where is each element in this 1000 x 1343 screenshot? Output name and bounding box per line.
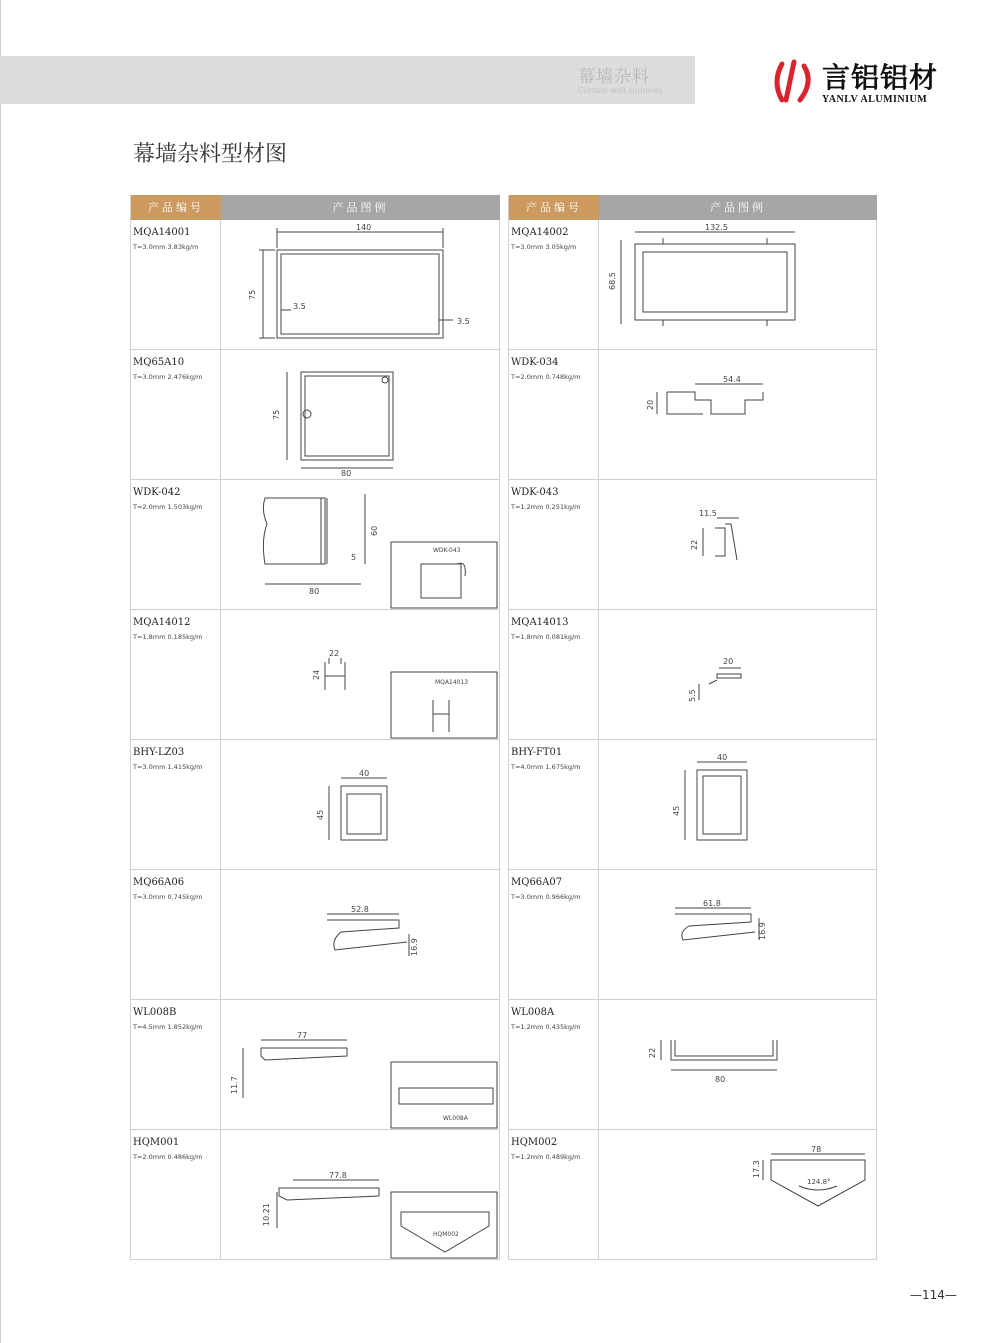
drawing-bhylz03: [221, 740, 499, 869]
profile-drawing: [599, 480, 877, 609]
dim-label: 22: [329, 649, 340, 658]
profile-drawing: [599, 1000, 877, 1129]
drawing-wdk042: [221, 480, 499, 609]
table-row: [131, 220, 500, 350]
product-spec: T=2.0mm 1.503kg/m: [133, 503, 203, 511]
drawing-hqm001: [221, 1130, 499, 1259]
dim-label: 80: [341, 469, 352, 478]
product-spec: T=4.5mm 1.852kg/m: [133, 1023, 203, 1031]
dim-label: 68.5: [608, 272, 617, 290]
dim-label: 140: [356, 223, 372, 232]
drawing-mq66a07: [599, 870, 876, 999]
dim-label: 45: [316, 809, 325, 820]
drawing-mq66a06: [221, 870, 499, 999]
dim-label: 52.8: [351, 905, 369, 914]
dim-label: 20: [723, 657, 734, 666]
dim-label: 24: [312, 669, 321, 680]
page-number: —114—: [910, 1288, 957, 1302]
table-row: [509, 610, 877, 740]
dim-label: 22: [690, 539, 699, 550]
dim-label: 80: [309, 587, 320, 596]
drawing-wdk034: [599, 350, 876, 479]
inset-label: HQM002: [433, 1231, 459, 1238]
brand-name-en: YANLV ALUMINIUM: [822, 94, 928, 105]
section-subtitle: Curtain wall sundries: [578, 86, 663, 95]
dim-label: 11.7: [230, 1076, 239, 1094]
profile-drawing: [599, 350, 877, 479]
product-code: WDK-034: [511, 357, 559, 368]
table-row: [131, 870, 500, 1000]
product-code: MQ65A10: [133, 357, 185, 368]
table-row: [131, 610, 500, 740]
inset-label: WL008A: [443, 1115, 468, 1122]
product-spec: T=3.0mm 3.05kg/m: [511, 243, 577, 251]
header-code: 产品编号: [131, 195, 221, 220]
profile-drawing: [221, 1000, 500, 1129]
dim-label: 10.21: [262, 1203, 271, 1226]
dim-label: 80: [715, 1075, 726, 1084]
header-code: 产品编号: [509, 195, 599, 220]
dim-label: 45: [672, 805, 681, 816]
table-row: [509, 1000, 877, 1130]
profile-drawing: [221, 610, 500, 739]
dim-label: 75: [248, 289, 257, 300]
product-code: WL008A: [511, 1007, 555, 1018]
product-spec: T=3.0mm 0.745kg/m: [133, 893, 203, 901]
dim-label: 124.8°: [807, 1178, 831, 1186]
product-spec: T=4.0mm 1.675kg/m: [511, 763, 581, 771]
dim-label: 132.5: [705, 223, 728, 232]
product-code: MQA14012: [133, 617, 191, 628]
profile-drawing: [599, 220, 877, 349]
dim-label: 61.8: [703, 899, 721, 908]
table-header: [509, 195, 877, 220]
inset-label: WDK-043: [433, 547, 461, 554]
dim-label: 75: [272, 409, 281, 420]
dim-label: 40: [359, 769, 370, 778]
dim-label: 20: [646, 399, 655, 410]
drawing-wl008a: [599, 1000, 876, 1129]
product-code: MQA14013: [511, 617, 569, 628]
profile-drawing: [221, 480, 500, 609]
profile-drawing: [221, 350, 500, 479]
profile-drawing: [221, 870, 500, 999]
table-row: [509, 740, 877, 870]
product-code: BHY-LZ03: [133, 747, 185, 758]
dim-label: 60: [370, 525, 379, 536]
table-row: [131, 1000, 500, 1130]
brand-logo-icon: [768, 56, 818, 106]
dim-label: 17.3: [752, 1160, 761, 1178]
table-row: [509, 480, 877, 610]
table-header: [131, 195, 500, 220]
product-code: HQM002: [511, 1137, 558, 1148]
drawing-bhyft01: [599, 740, 876, 869]
product-code: MQ66A06: [133, 877, 185, 888]
product-code: HQM001: [133, 1137, 180, 1148]
product-spec: T=1.2mm 0.251kg/m: [511, 503, 581, 511]
table-row: [509, 870, 877, 1000]
product-code: WDK-043: [511, 487, 559, 498]
product-code: MQA14001: [133, 227, 191, 238]
profile-drawing: [599, 870, 877, 999]
profile-drawing: [599, 610, 877, 739]
table-row: [131, 480, 500, 610]
dim-label: 22: [648, 1047, 657, 1058]
product-code: MQ66A07: [511, 877, 563, 888]
table-row: [131, 1130, 500, 1260]
product-spec: T=3.0mm 3.83kg/m: [133, 243, 199, 251]
product-code: MQA14002: [511, 227, 569, 238]
dim-label: 5: [351, 553, 357, 562]
drawing-wdk043: [599, 480, 876, 609]
profile-drawing: [599, 740, 877, 869]
header-image: 产品图例: [221, 195, 500, 220]
product-spec: T=1.2mm 0.435kg/m: [511, 1023, 581, 1031]
product-spec: T=3.0mm 1.415kg/m: [133, 763, 203, 771]
profile-drawing: [221, 740, 500, 869]
product-spec: T=3.0mm 2.476kg/m: [133, 373, 203, 381]
dim-label: 16.9: [758, 922, 767, 940]
page-edge: [0, 0, 1, 1343]
drawing-hqm002: [599, 1130, 876, 1259]
table-row: [509, 220, 877, 350]
product-spec: T=2.0mm 0.486kg/m: [133, 1153, 203, 1161]
dim-label: 5.5: [688, 689, 697, 702]
product-code: WL008B: [133, 1007, 177, 1018]
profile-drawing: [599, 1130, 877, 1259]
profile-drawing: [221, 220, 500, 349]
dim-label: 3.5: [293, 302, 306, 311]
product-spec: T=1.8mm 0.185kg/m: [133, 633, 203, 641]
table-row: [509, 350, 877, 480]
page-title: 幕墙杂料型材图: [133, 142, 288, 167]
dim-label: 77.8: [329, 1171, 347, 1180]
table-row: [509, 1130, 877, 1260]
product-spec: T=1.8mm 0.081kg/m: [511, 633, 581, 641]
product-spec: T=1.2mm 0.489kg/m: [511, 1153, 581, 1161]
dim-label: 54.4: [723, 375, 741, 384]
dim-label: 77: [297, 1031, 308, 1040]
drawing-mqa14002: [599, 220, 876, 349]
dim-label: 40: [717, 753, 728, 762]
profile-drawing: [221, 1130, 500, 1259]
inset-label: MQA14013: [435, 679, 469, 686]
dim-label: 78: [811, 1145, 822, 1154]
dim-label: 3.5: [457, 317, 470, 326]
table-row: [131, 740, 500, 870]
table-row: [131, 350, 500, 480]
drawing-mqa14012: [221, 610, 499, 739]
profile-table-right: [508, 195, 877, 1260]
brand-name-cn: 言铝铝材: [822, 61, 939, 94]
drawing-wl008b: [221, 1000, 499, 1129]
dim-label: 11.5: [699, 509, 717, 518]
section-title: 幕墙杂料: [578, 67, 650, 87]
product-code: BHY-FT01: [511, 747, 563, 758]
drawing-mqa14001: [221, 220, 499, 349]
product-code: WDK-042: [133, 487, 181, 498]
header-image: 产品图例: [599, 195, 877, 220]
drawing-mq65a10: [221, 350, 499, 479]
product-spec: T=2.0mm 0.748kg/m: [511, 373, 581, 381]
product-spec: T=3.0mm 0.966kg/m: [511, 893, 581, 901]
drawing-mqa14013: [599, 610, 876, 739]
profile-table-left: [130, 195, 500, 1260]
dim-label: 16.9: [410, 938, 419, 956]
